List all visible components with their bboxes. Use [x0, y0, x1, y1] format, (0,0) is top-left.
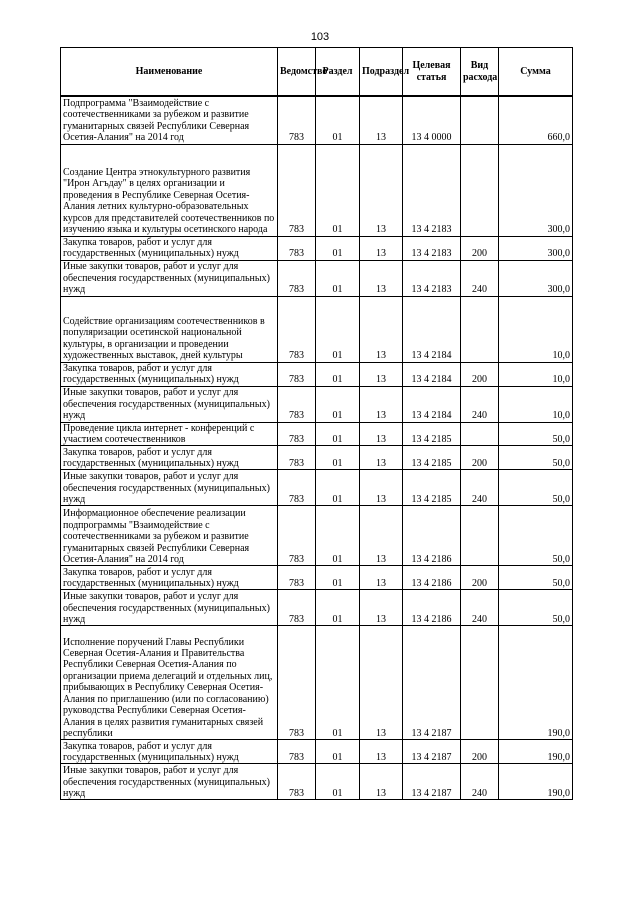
cell-subsection: 13	[360, 260, 403, 296]
cell-target: 13 4 2187	[403, 764, 461, 800]
cell-section: 01	[316, 296, 360, 362]
table-row	[61, 144, 573, 236]
table-row	[61, 362, 573, 386]
cell-name: Иные закупки товаров, работ и услуг для обеспечения государственных (муниципальных) нужд	[61, 386, 278, 422]
cell-exp-type	[461, 626, 499, 740]
cell-name: Закупка товаров, работ и услуг для государственных (муниципальных) нужд	[61, 236, 278, 260]
cell-target: 13 4 2184	[403, 296, 461, 362]
cell-target: 13 4 2185	[403, 446, 461, 470]
cell-exp-type	[461, 96, 499, 144]
cell-dept: 783	[278, 144, 316, 236]
cell-dept: 783	[278, 386, 316, 422]
cell-dept: 783	[278, 260, 316, 296]
table-row	[61, 590, 573, 626]
cell-subsection: 13	[360, 386, 403, 422]
table-row	[61, 446, 573, 470]
table-row	[61, 386, 573, 422]
cell-section: 01	[316, 566, 360, 590]
cell-section: 01	[316, 764, 360, 800]
cell-target: 13 4 2187	[403, 740, 461, 764]
cell-subsection: 13	[360, 296, 403, 362]
cell-dept: 783	[278, 506, 316, 566]
cell-dept: 783	[278, 626, 316, 740]
cell-section: 01	[316, 590, 360, 626]
cell-sum: 10,0	[499, 362, 573, 386]
cell-target: 13 4 2186	[403, 590, 461, 626]
cell-dept: 783	[278, 590, 316, 626]
cell-target: 13 4 2183	[403, 144, 461, 236]
cell-subsection: 13	[360, 362, 403, 386]
cell-sum: 660,0	[499, 96, 573, 144]
cell-name: Закупка товаров, работ и услуг для государственных (муниципальных) нужд	[61, 446, 278, 470]
cell-dept: 783	[278, 296, 316, 362]
cell-target: 13 4 2185	[403, 422, 461, 446]
cell-name: Закупка товаров, работ и услуг для государственных (муниципальных) нужд	[61, 740, 278, 764]
table-row	[61, 506, 573, 566]
cell-subsection: 13	[360, 144, 403, 236]
cell-name: Иные закупки товаров, работ и услуг для обеспечения государственных (муниципальных) нужд	[61, 260, 278, 296]
table-row	[61, 470, 573, 506]
cell-target: 13 4 2186	[403, 506, 461, 566]
cell-name: Информационное обеспечение реализации подпрограммы "Взаимодействие с соотечественниками за рубежом и развитие гуманитарных связей Республики Северная Осетия-Алания" на 2014 год	[61, 506, 278, 566]
cell-name: Закупка товаров, работ и услуг для государственных (муниципальных) нужд	[61, 362, 278, 386]
cell-dept: 783	[278, 566, 316, 590]
header-sum: Сумма	[499, 48, 573, 97]
table-row	[61, 740, 573, 764]
cell-exp-type: 200	[461, 236, 499, 260]
cell-exp-type: 240	[461, 764, 499, 800]
cell-section: 01	[316, 96, 360, 144]
cell-sum: 190,0	[499, 626, 573, 740]
cell-subsection: 13	[360, 470, 403, 506]
cell-sum: 10,0	[499, 386, 573, 422]
cell-exp-type: 240	[461, 590, 499, 626]
cell-exp-type	[461, 144, 499, 236]
cell-dept: 783	[278, 96, 316, 144]
cell-name: Создание Центра этнокультурного развития "Ирон Агъдау" в целях организации и проведения в Республике Северная Осетия-Алания летних культурно-образовательных курсов для представителей соотечественников по изучению языка и культуры осетинского народа	[61, 144, 278, 236]
table-row	[61, 260, 573, 296]
cell-exp-type	[461, 506, 499, 566]
cell-dept: 783	[278, 740, 316, 764]
cell-subsection: 13	[360, 422, 403, 446]
cell-target: 13 4 2184	[403, 386, 461, 422]
cell-section: 01	[316, 236, 360, 260]
cell-dept: 783	[278, 470, 316, 506]
cell-dept: 783	[278, 236, 316, 260]
cell-sum: 50,0	[499, 470, 573, 506]
header-subsection: Подраздел	[360, 48, 403, 97]
cell-section: 01	[316, 144, 360, 236]
header-section: Раздел	[316, 48, 360, 97]
cell-exp-type: 200	[461, 740, 499, 764]
cell-dept: 783	[278, 422, 316, 446]
cell-subsection: 13	[360, 626, 403, 740]
cell-name: Иные закупки товаров, работ и услуг для обеспечения государственных (муниципальных) нужд	[61, 470, 278, 506]
cell-section: 01	[316, 446, 360, 470]
cell-name: Исполнение поручений Главы Республики Северная Осетия-Алания и Правительства Республики Северная Осетия-Алания по организации приема делегаций и отдельных лиц, прибывающих в Республику Северная Осетия-Алания по приглашению (или по согласованию) руководства Республики Северная Осетия-Алания в целях развития гуманитарных связей республики	[61, 626, 278, 740]
table-row	[61, 566, 573, 590]
cell-dept: 783	[278, 446, 316, 470]
cell-exp-type	[461, 422, 499, 446]
cell-target: 13 4 2185	[403, 470, 461, 506]
cell-subsection: 13	[360, 764, 403, 800]
header-dept: Ведомство	[278, 48, 316, 97]
cell-subsection: 13	[360, 236, 403, 260]
cell-subsection: 13	[360, 96, 403, 144]
cell-target: 13 4 2187	[403, 626, 461, 740]
cell-sum: 300,0	[499, 260, 573, 296]
cell-exp-type: 200	[461, 362, 499, 386]
cell-exp-type: 240	[461, 470, 499, 506]
cell-dept: 783	[278, 362, 316, 386]
cell-dept: 783	[278, 764, 316, 800]
cell-sum: 50,0	[499, 446, 573, 470]
cell-name: Проведение цикла интернет - конференций с участием соотечественников	[61, 422, 278, 446]
cell-target: 13 4 0000	[403, 96, 461, 144]
cell-exp-type: 240	[461, 260, 499, 296]
cell-target: 13 4 2186	[403, 566, 461, 590]
cell-name: Содействие организациям соотечественников в популяризации осетинской национальной культуры, в организации и проведении художественных выставок, дней культуры	[61, 296, 278, 362]
cell-subsection: 13	[360, 446, 403, 470]
header-target: Целевая статья	[403, 48, 461, 97]
cell-section: 01	[316, 422, 360, 446]
cell-target: 13 4 2183	[403, 260, 461, 296]
table-row	[61, 422, 573, 446]
cell-name: Закупка товаров, работ и услуг для государственных (муниципальных) нужд	[61, 566, 278, 590]
table-row	[61, 626, 573, 740]
cell-sum: 50,0	[499, 422, 573, 446]
cell-sum: 190,0	[499, 740, 573, 764]
cell-name: Иные закупки товаров, работ и услуг для обеспечения государственных (муниципальных) нужд	[61, 764, 278, 800]
cell-subsection: 13	[360, 506, 403, 566]
cell-subsection: 13	[360, 566, 403, 590]
cell-target: 13 4 2184	[403, 362, 461, 386]
cell-target: 13 4 2183	[403, 236, 461, 260]
header-name: Наименование	[61, 48, 278, 97]
cell-exp-type: 200	[461, 566, 499, 590]
cell-section: 01	[316, 740, 360, 764]
cell-sum: 50,0	[499, 590, 573, 626]
table-row	[61, 96, 573, 144]
cell-section: 01	[316, 386, 360, 422]
cell-sum: 300,0	[499, 236, 573, 260]
table-row	[61, 764, 573, 800]
cell-exp-type: 200	[461, 446, 499, 470]
cell-section: 01	[316, 626, 360, 740]
table-row	[61, 236, 573, 260]
table-row	[61, 296, 573, 362]
page-number: 103	[310, 31, 330, 43]
cell-subsection: 13	[360, 590, 403, 626]
cell-sum: 50,0	[499, 566, 573, 590]
table-header-row	[61, 48, 573, 97]
cell-exp-type	[461, 296, 499, 362]
cell-sum: 190,0	[499, 764, 573, 800]
cell-section: 01	[316, 506, 360, 566]
header-exp-type: Вид расхода	[461, 48, 499, 97]
cell-name: Подпрограмма "Взаимодействие с соотечественниками за рубежом и развитие гуманитарных связей Республики Северная Осетия-Алания" на 2014 год	[61, 96, 278, 144]
cell-sum: 10,0	[499, 296, 573, 362]
cell-section: 01	[316, 362, 360, 386]
cell-exp-type: 240	[461, 386, 499, 422]
budget-table	[60, 47, 573, 800]
cell-sum: 300,0	[499, 144, 573, 236]
cell-subsection: 13	[360, 740, 403, 764]
cell-sum: 50,0	[499, 506, 573, 566]
cell-name: Иные закупки товаров, работ и услуг для обеспечения государственных (муниципальных) нужд	[61, 590, 278, 626]
cell-section: 01	[316, 470, 360, 506]
cell-section: 01	[316, 260, 360, 296]
